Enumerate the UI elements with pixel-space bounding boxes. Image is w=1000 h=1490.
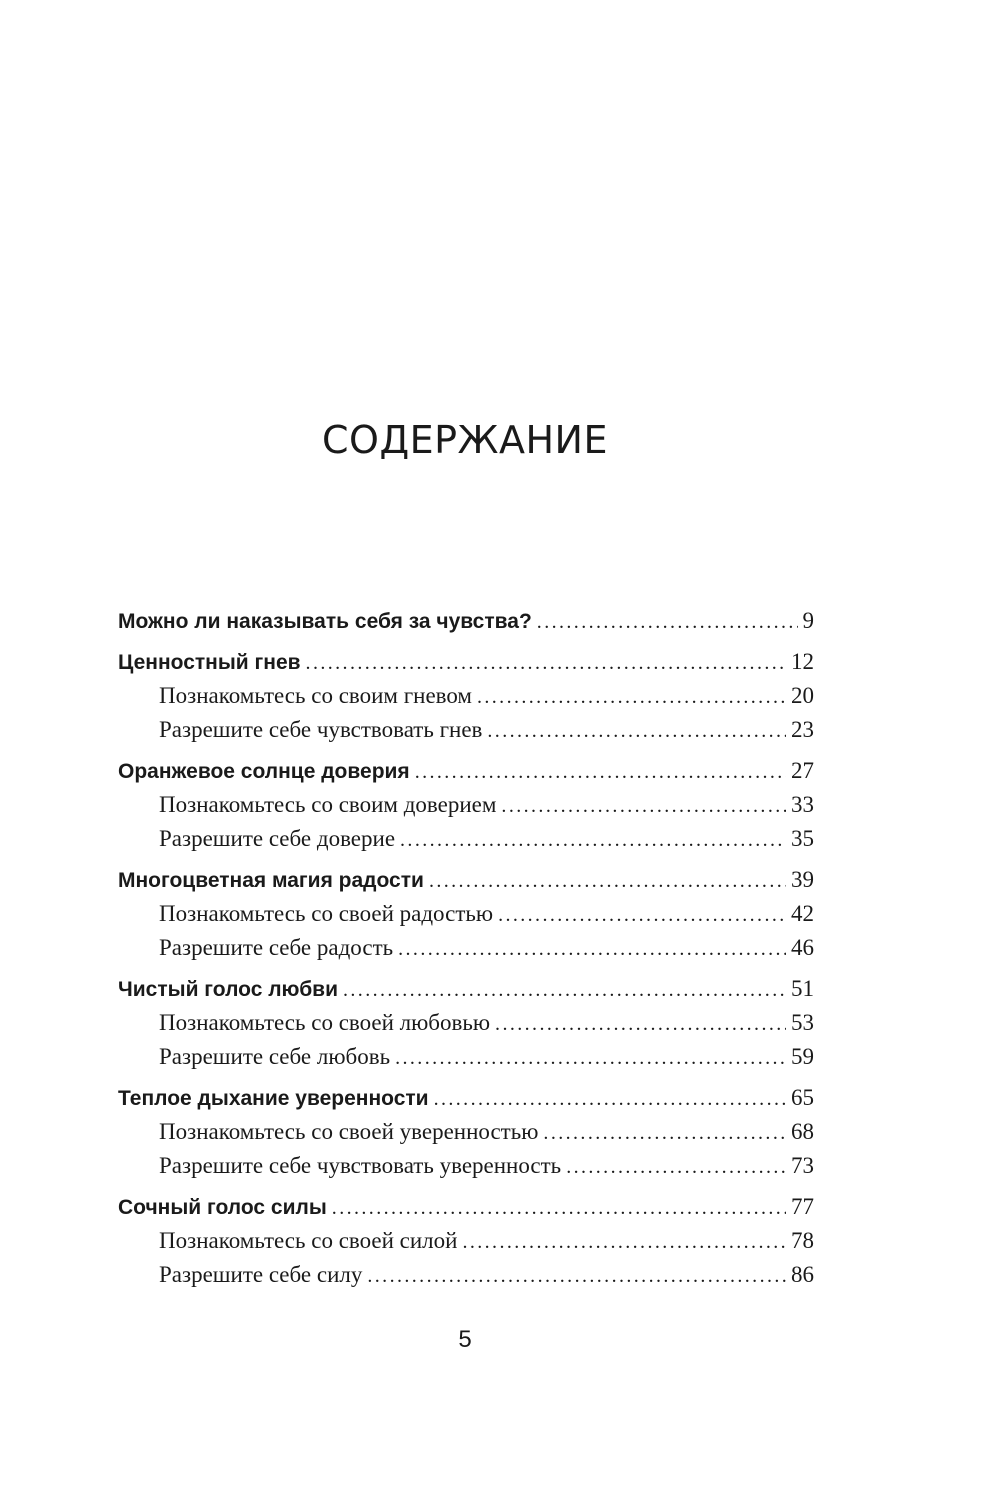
toc-entry-page: 12 [791,649,814,674]
toc-entry-title: Познакомьтесь со своим гневом [159,683,472,708]
dot-leader [495,1007,786,1040]
toc-chapter-entry [118,645,814,679]
toc-entry-page: 20 [791,683,814,708]
toc-entry-title: Познакомьтесь со своей силой [159,1228,458,1253]
dot-leader [477,680,786,713]
toc-entry-page: 77 [791,1194,814,1219]
toc-entry-page: 68 [791,1119,814,1144]
dot-leader [306,646,786,679]
toc-entry-title: Разрешите себе чувствовать гнев [159,717,483,742]
dot-leader [543,1116,786,1149]
toc-chapter-entry [118,604,814,638]
dot-leader [498,898,786,931]
dot-leader [487,714,786,747]
toc-entry-page: 46 [791,935,814,960]
toc-section-entry [118,1258,814,1292]
toc-entry-title: Ценностный гнев [118,651,301,674]
toc-section-entry [118,713,814,747]
dot-leader [537,605,798,638]
toc-entry-page: 9 [802,608,814,633]
toc-entry-title: Разрешите себе доверие [159,826,396,851]
toc-entry-page: 51 [791,976,814,1001]
toc-section-entry [118,822,814,856]
toc-entry-title: Теплое дыхание уверенности [118,1087,429,1110]
toc-section-entry [118,1149,814,1183]
toc-chapter-entry [118,1190,814,1224]
toc-entry-title: Познакомьтесь со своим доверием [159,792,497,817]
dot-leader [415,755,786,788]
toc-entry-page: 86 [791,1262,814,1287]
toc-entry-page: 73 [791,1153,814,1178]
toc-chapter-entry [118,863,814,897]
toc-entry-page: 42 [791,901,814,926]
page-number: 5 [458,1326,472,1353]
toc-section-entry [118,1115,814,1149]
toc-entry-title: Оранжевое солнце доверия [118,760,410,783]
toc-entry-title: Разрешите себе любовь [159,1044,391,1069]
toc-section-entry [118,931,814,965]
toc-entry-page: 23 [791,717,814,742]
toc-entry-title: Познакомьтесь со своей уверенностью [159,1119,539,1144]
toc-entry-title: Многоцветная магия радости [118,869,424,892]
toc-section-entry [118,1040,814,1074]
toc-entry-page: 33 [791,792,814,817]
dot-leader [398,932,786,965]
toc-entry-page: 65 [791,1085,814,1110]
toc-entry-title: Разрешите себе чувствовать уверенность [159,1153,562,1178]
dot-leader [462,1225,786,1258]
toc-section-entry [118,679,814,713]
toc-entry-page: 53 [791,1010,814,1035]
toc-entry-page: 59 [791,1044,814,1069]
toc-entry-page: 39 [791,867,814,892]
toc-chapter-entry [118,972,814,1006]
toc-entry-page: 78 [791,1228,814,1253]
dot-leader [501,789,786,822]
toc-chapter-entry [118,754,814,788]
dot-leader [400,823,786,856]
page-title: СОДЕРЖАНИЕ [322,418,608,462]
dot-leader [367,1259,786,1292]
toc-entry-title: Познакомьтесь со своей радостью [159,901,494,926]
toc-entry-title: Познакомьтесь со своей любовью [159,1010,491,1035]
toc-section-entry [118,897,814,931]
dot-leader [395,1041,786,1074]
dot-leader [332,1191,786,1224]
toc-entry-title: Чистый голос любви [118,978,338,1001]
dot-leader [434,1082,786,1115]
toc-chapter-entry [118,1081,814,1115]
dot-leader [566,1150,786,1183]
toc-entry-title: Разрешите себе силу [159,1262,363,1287]
toc-entry-title: Разрешите себе радость [159,935,394,960]
toc-section-entry [118,1224,814,1258]
dot-leader [429,864,786,897]
toc-section-entry [118,1006,814,1040]
toc-entry-page: 27 [791,758,814,783]
toc-entry-title: Сочный голос силы [118,1196,327,1219]
dot-leader [343,973,786,1006]
toc-section-entry [118,788,814,822]
toc-entry-page: 35 [791,826,814,851]
table-of-contents [118,604,814,1292]
toc-entry-title: Можно ли наказывать себя за чувства? [118,610,532,633]
